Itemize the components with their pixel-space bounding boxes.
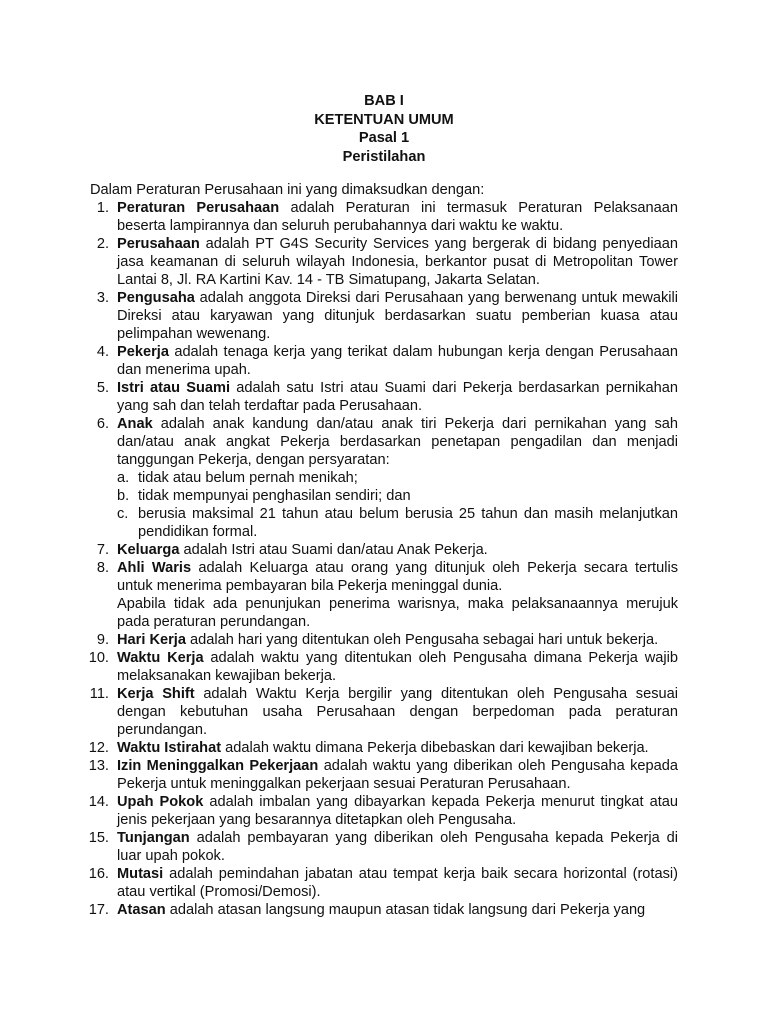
requirement-item — [117, 469, 678, 487]
requirement-text: tidak atau belum pernah menikah; — [138, 470, 358, 486]
defined-term: Pengusaha — [117, 290, 195, 306]
requirements-list — [117, 469, 678, 541]
definition-item — [96, 631, 678, 649]
definition-text: adalah pembayaran yang diberikan oleh Pengusaha kepada Pekerja di luar upah pokok. — [117, 830, 678, 864]
definition-text: adalah atasan langsung maupun atasan tidak langsung dari Pekerja yang — [165, 902, 646, 918]
definition-text: adalah anggota Direksi dari Perusahaan yang berwenang untuk mewakili Direksi atau karyawan yang ditunjuk berdasarkan suatu pemberian kuasa atau pelimpahan wewenang. — [117, 290, 678, 342]
defined-term: Waktu Kerja — [117, 650, 204, 666]
requirement-label: b. — [117, 488, 130, 504]
definition-item — [88, 865, 678, 901]
defined-term: Perusahaan — [117, 236, 200, 252]
definition-item — [88, 739, 678, 757]
item-number: 14. — [88, 794, 109, 810]
defined-term: Upah Pokok — [117, 794, 204, 810]
definition-text: adalah waktu dimana Pekerja dibebaskan dari kewajiban bekerja. — [221, 740, 649, 756]
definition-item — [96, 415, 678, 541]
definition-item — [88, 901, 678, 919]
definition-item — [96, 199, 678, 235]
item-number: 6. — [96, 416, 109, 432]
requirement-item — [117, 505, 678, 541]
defined-term: Kerja Shift — [117, 686, 195, 702]
item-number: 12. — [88, 740, 109, 756]
definition-text: adalah tenaga kerja yang terikat dalam hubungan kerja dengan Perusahaan dan menerima upah. — [117, 344, 678, 378]
defined-term: Hari Kerja — [117, 632, 186, 648]
definition-item — [96, 379, 678, 415]
definition-text: adalah Istri atau Suami dan/atau Anak Pekerja. — [179, 542, 488, 558]
article-title: Peristilahan — [342, 148, 426, 165]
definition-text: adalah Keluarga atau orang yang ditunjuk oleh Pekerja secara tertulis untuk menerima pembayaran bila Pekerja meninggal dunia. — [117, 560, 678, 594]
definition-item — [96, 343, 678, 379]
definition-text: adalah hari yang ditentukan oleh Pengusaha sebagai hari untuk bekerja. — [185, 632, 659, 648]
definition-text: adalah anak kandung dan/atau anak tiri Pekerja dari pernikahan yang sah dan/atau anak angkat Pekerja berdasarkan penetapan pengadilan dan menjadi tanggungan Pekerja, dengan persyaratan: — [117, 416, 678, 468]
chapter-number: BAB I — [364, 93, 404, 109]
item-number: 8. — [96, 560, 109, 576]
item-number: 1. — [96, 200, 109, 216]
definition-item — [89, 685, 678, 739]
item-number: 7. — [96, 542, 109, 558]
defined-term: Peraturan Perusahaan — [117, 200, 280, 216]
defined-term: Pekerja — [117, 344, 169, 360]
definition-note: Apabila tidak ada penunjukan penerima warisnya, maka pelaksanaannya merujuk pada peraturan perundangan. — [117, 596, 678, 630]
item-number: 9. — [96, 632, 109, 648]
item-number: 13. — [88, 758, 109, 774]
intro-text: Dalam Peraturan Perusahaan ini yang dimaksudkan dengan: — [90, 182, 485, 198]
defined-term: Waktu Istirahat — [117, 740, 222, 756]
definition-item — [96, 559, 678, 631]
definition-text: adalah waktu yang diberikan oleh Pengusaha kepada Pekerja untuk meninggalkan pekerjaan sesuai Peraturan Perusahaan. — [117, 758, 679, 792]
definition-text: adalah PT G4S Security Services yang bergerak di bidang penyediaan jasa keamanan di seluruh wilayah Indonesia, berkantor pusat di Metropolitan Tower Lantai 8, Jl. RA Kartini Kav. 14 - TB Simatupang, Jakarta Selatan. — [117, 236, 678, 288]
definition-text: adalah imbalan yang dibayarkan kepada Pekerja menurut tingkat atau jenis pekerjaan yang besarannya ditetapkan oleh Pengusaha. — [117, 794, 678, 828]
item-number: 16. — [88, 866, 109, 882]
chapter-title: KETENTUAN UMUM — [314, 111, 454, 128]
item-number: 5. — [96, 380, 109, 396]
defined-term: Anak — [117, 416, 153, 432]
defined-term: Izin Meninggalkan Pekerjaan — [117, 758, 319, 774]
article-number: Pasal 1 — [358, 130, 410, 146]
item-number: 17. — [88, 902, 109, 918]
item-number: 4. — [96, 344, 109, 360]
definition-text: adalah waktu yang ditentukan oleh Pengusaha dimana Pekerja wajib melaksanakan kewajiban bekerja. — [117, 650, 678, 684]
definition-item — [96, 235, 678, 289]
definition-text: adalah satu Istri atau Suami dari Pekerja berdasarkan pernikahan yang sah dan telah terdaftar pada Perusahaan. — [117, 380, 678, 414]
defined-term: Keluarga — [117, 542, 180, 558]
defined-term: Istri atau Suami — [117, 380, 231, 396]
defined-term: Ahli Waris — [117, 560, 192, 576]
definitions-list — [88, 199, 679, 919]
defined-term: Mutasi — [117, 866, 164, 882]
item-number: 15. — [88, 830, 109, 846]
definition-item — [88, 649, 678, 685]
item-number: 2. — [96, 236, 109, 252]
definition-text: adalah pemindahan jabatan atau tempat kerja baik secara horizontal (rotasi) atau vertikal (Promosi/Demosi). — [117, 866, 678, 900]
defined-term: Atasan — [117, 902, 166, 918]
item-number: 3. — [96, 290, 109, 306]
definition-item — [88, 829, 678, 865]
definition-item — [88, 757, 679, 793]
definition-text: adalah Peraturan ini termasuk Peraturan Pelaksanaan beserta lampirannya dan seluruh perubahannya dari waktu ke waktu. — [117, 200, 678, 234]
definition-text: adalah Waktu Kerja bergilir yang ditentukan oleh Pengusaha sesuai dengan kebutuhan usaha Perusahaan dengan berpedoman pada peraturan perundangan. — [117, 686, 678, 738]
definition-item — [88, 793, 678, 829]
requirement-text: tidak mempunyai penghasilan sendiri; dan — [138, 488, 411, 504]
requirement-text: berusia maksimal 21 tahun atau belum berusia 25 tahun dan masih melanjutkan pendidikan formal. — [138, 506, 678, 540]
requirement-label: a. — [117, 470, 130, 486]
definition-item — [96, 541, 678, 559]
item-number: 10. — [88, 650, 109, 666]
item-number: 11. — [89, 686, 109, 702]
defined-term: Tunjangan — [117, 830, 190, 846]
requirement-item — [117, 487, 678, 505]
definition-item — [96, 289, 678, 343]
requirement-label: c. — [117, 506, 129, 522]
chapter-heading — [0, 92, 768, 166]
